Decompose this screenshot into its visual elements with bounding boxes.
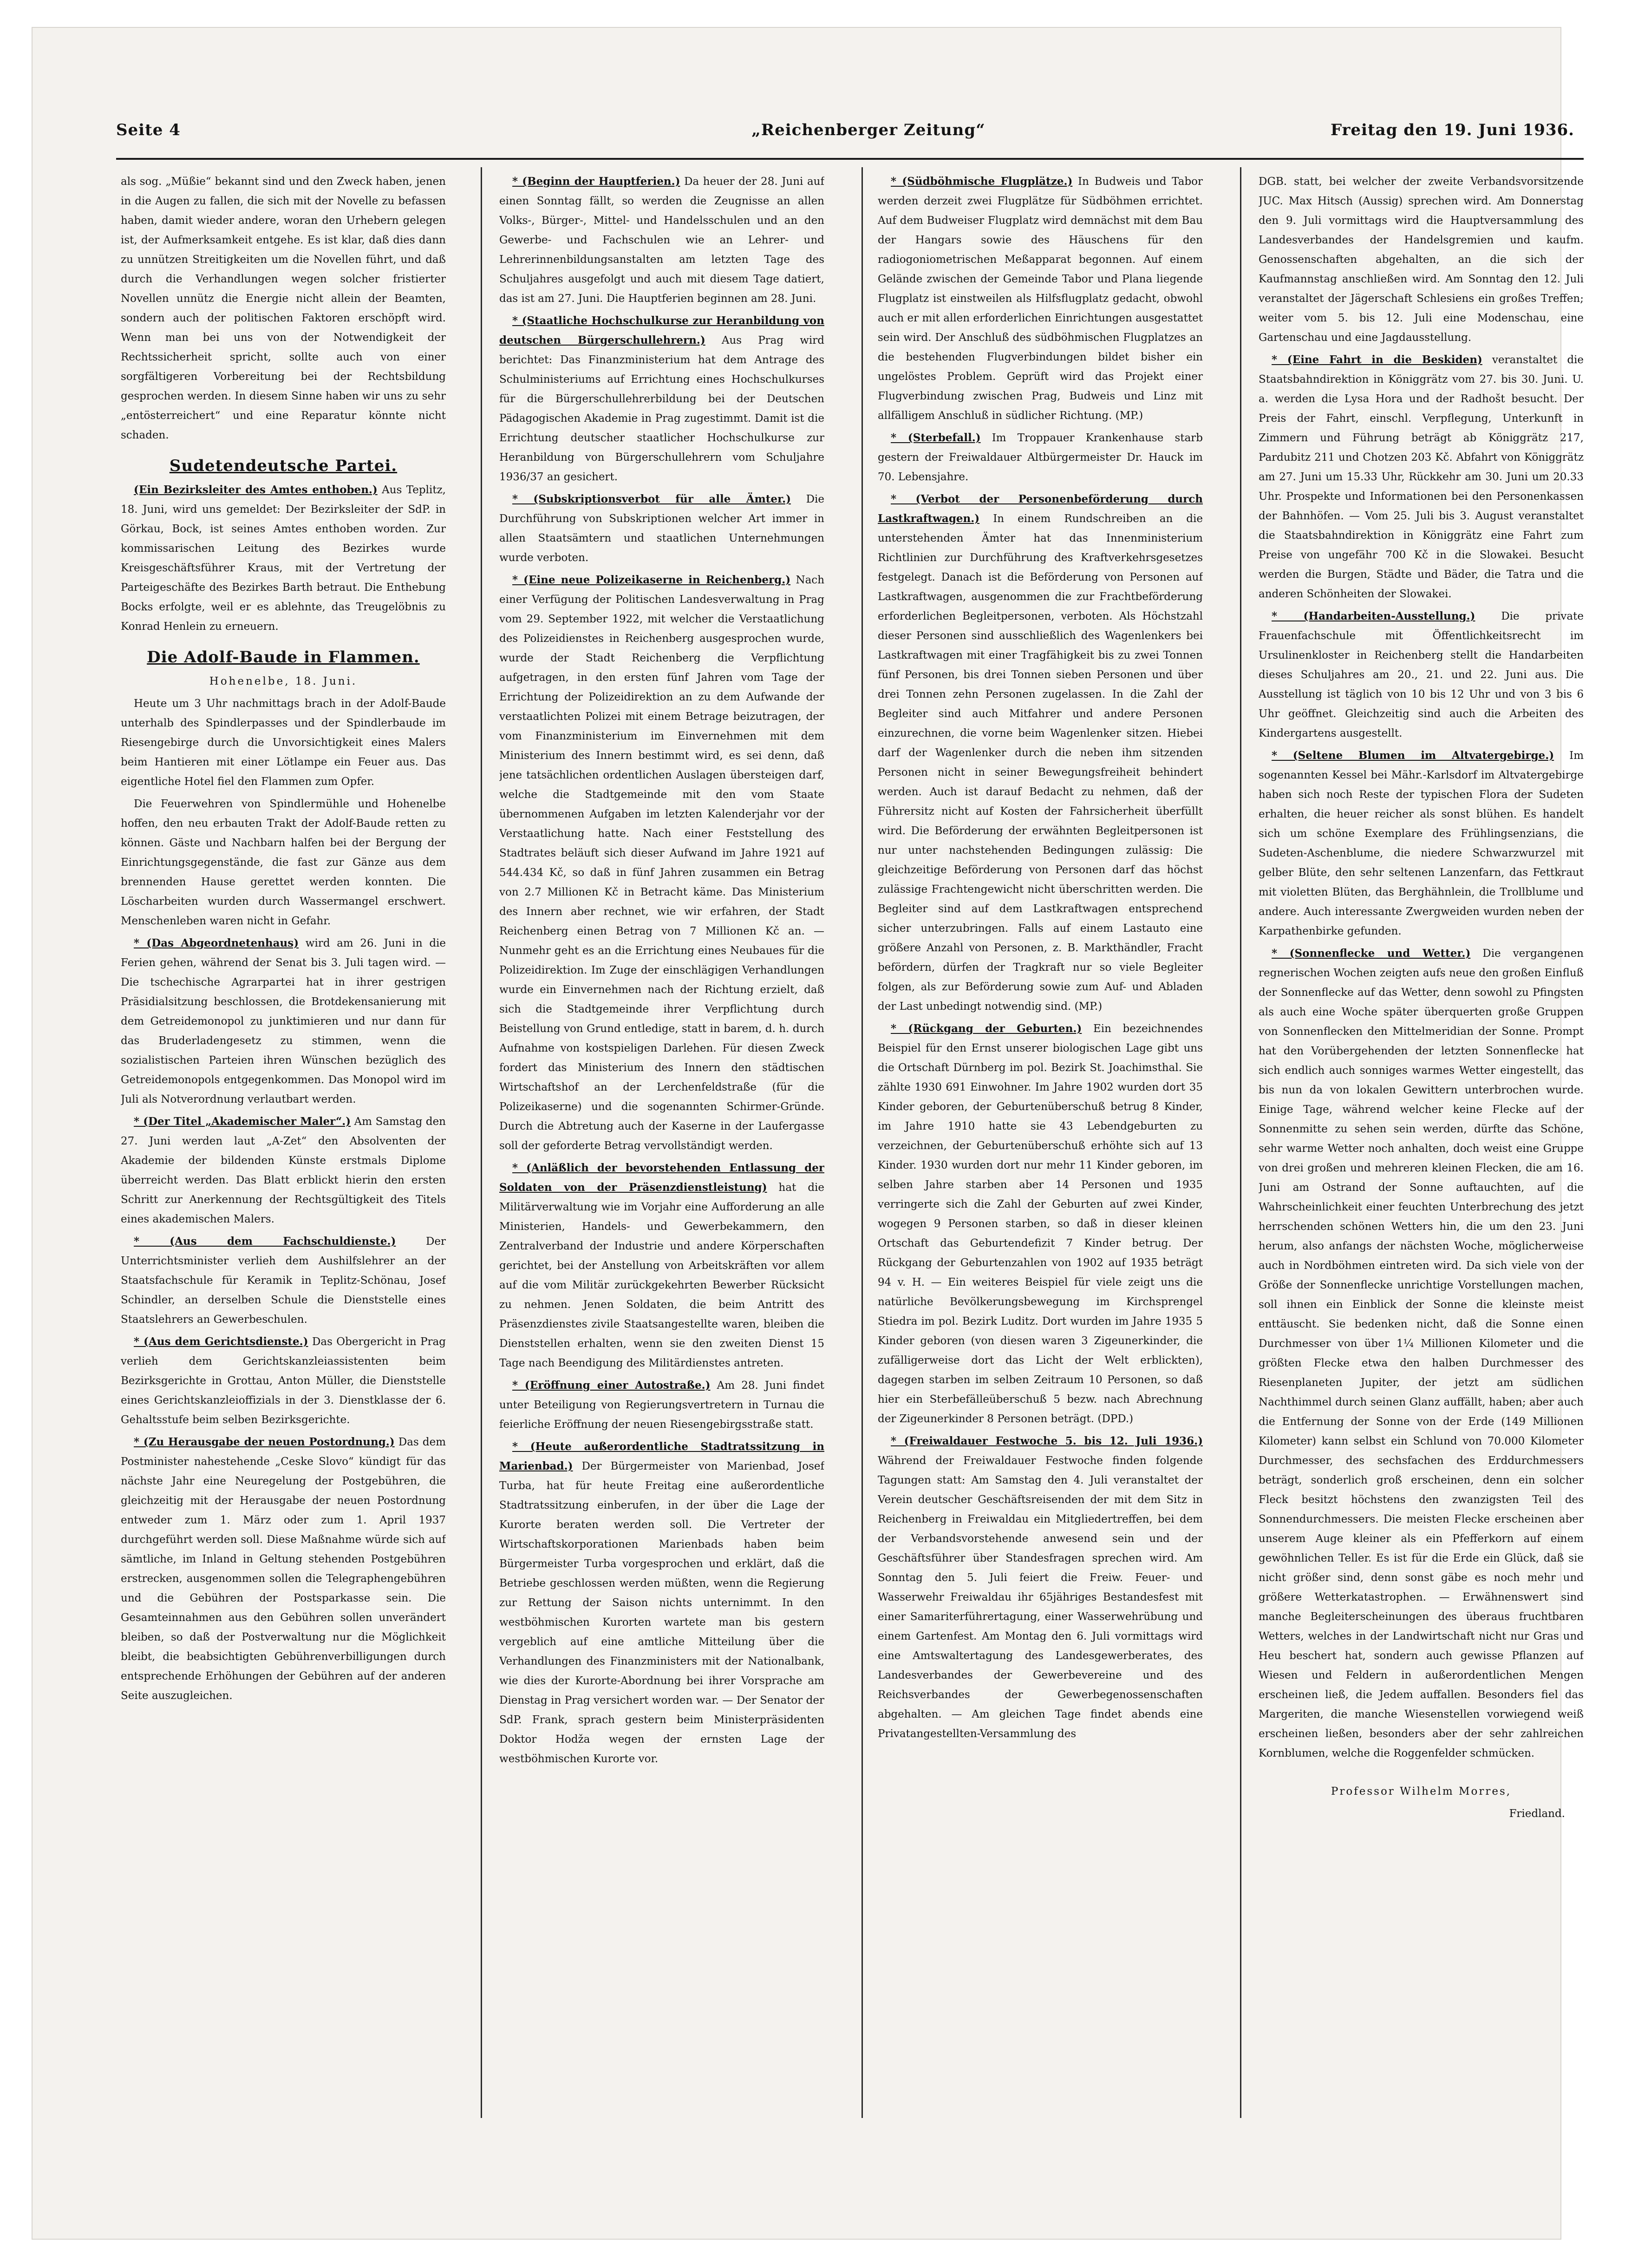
article-text: DGB. statt, bei welcher der zweite Verbandsvorsitzende JUC. Max Hitsch (Aussig) sprechen wird. Am Donnerstag den 9. Juli vormittags wird die Hauptversammlung des Landesverbandes der Handelsgremien und kaufm. Genossenschaften abgehalten, an die sich der Kaufmannstag anschließen wird. Am Sonntag den 12. Juli veranstaltet der Jägerschaft Schlesiens ein großes Treffen; weiter vom 5. bis 12. Juli eine Modenschau, eine Gartenschau und eine Jagdausstellung.	[1259, 176, 1584, 344]
article-headline: * (Anläßlich der bevorstehenden Entlassung der Soldaten von der Präsenzdienstleistung)	[499, 1162, 824, 1194]
article	[1259, 607, 1584, 743]
author-location: Friedland.	[1509, 1808, 1565, 1820]
article-headline: (Ein Bezirksleiter des Amtes enthoben.)	[134, 484, 378, 496]
article	[878, 1019, 1203, 1429]
article-headline: * (Eine Fahrt in die Beskiden)	[1272, 353, 1482, 366]
article-headline: * (Verbot der Personenbeförderung durch Lastkraftwagen.)	[878, 493, 1203, 525]
article-text: Die Feuerwehren von Spindlermühle und Hohenelbe hoffen, den neu erbauten Trakt der Adolf-Baude retten zu können. Gäste und Nachbarn halfen bei der Bergung der Einrichtungsgegenstände, die fast zur Gänze aus dem brennenden Hause gerettet werden konnten. Die Löscharbeiten wurden durch Wassermangel erschwert. Menschenleben waren nicht in Gefahr.	[121, 798, 446, 927]
dateline: Hohenelbe, 18. Juni.	[209, 675, 358, 687]
article-headline: * (Aus dem Gerichtsdienste.)	[134, 1335, 308, 1348]
article-title: Die Adolf-Baude in Flammen.	[147, 648, 420, 667]
article-text: In Budweis und Tabor werden derzeit zwei Flugplätze für Südböhmen errichtet. Auf dem Budweiser Flugplatz wird demnächst mit dem Bau der Hangars sowie des Häuschens für den radiogoniometrischen Meßapparat begonnen. Auf einem Gelände zwischen der Gemeinde Tabor und Plana liegende Flugplatz ist einstweilen als Hilfsflugplatz gedacht, obwohl auch er mit allen erforderlichen Einrichtungen ausgestattet sein wird. Der Anschluß des südböhmischen Flugplatzes an die bestehenden Flugverbindungen bildet bisher ein ungelöstes Problem. Geprüft wird das Projekt einer Flugverbindung zwischen Prag, Budweis und Linz mit allfälligem Anschluß in südlicher Richtung. (MP.)	[878, 176, 1203, 422]
article	[121, 1112, 446, 1229]
article	[121, 480, 446, 636]
article-text: Die private Frauenfachschule mit Öffentlichkeitsrecht im Ursulinenkloster in Reichenberg stellt die Handarbeiten dieses Schuljahres am 20., 21. und 22. Juni aus. Die Ausstellung ist täglich von 10 bis 12 Uhr und von 3 bis 6 Uhr geöffnet. Gleichzeitig sind auch die Arbeiten des Kindergartens ausgestellt.	[1259, 610, 1584, 739]
article-text: In einem Rundschreiben an die unterstehenden Ämter hat das Innenministerium Richtlinien zur Durchführung des Kraftverkehrsgesetzes festgelegt. Danach ist die Beförderung von Personen auf Lastkraftwagen, ausgenommen die zur Frachtbeförderung erforderlichen Begleitpersonen, verboten. Als Höchstzahl dieser Personen sind ausschließlich des Wagenlenkers bei Lastkraftwagen mit einer Tragfähigkeit bis zu zwei Tonnen fünf Personen, bis drei Tonnen sieben Personen und über drei Tonnen zehn Personen zugelassen. In die Zahl der Begleiter sind auch Mitfahrer und andere Personen einzurechnen, die vorne beim Wagenlenker sitzen. Hiebei darf der Wagenlenker durch die neben ihm sitzenden Personen nicht in seiner Bewegungsfreiheit behindert werden. Auch ist darauf Bedacht zu nehmen, daß der Führersitz nicht auf Kosten der Fahrsicherheit überfüllt wird. Die Beförderung der erwähnten Begleitpersonen ist nur unter nachstehenden Bedingungen zulässig: Die gleichzeitige Beförderung von Personen darf das höchst zulässige Frachtengewicht nicht überschritten werden. Die Begleiter sind auf dem Lastkraftwagen entsprechend sicher unterzubringen. Falls auf einem Lastauto eine größere Anzahl von Personen, z. B. Markthändler, Fracht befördern, dürfen der Tragkraft nur so viele Begleiter folgen, als zur Beförderung sowie zum Auf- und Abladen der Last unbedingt notwendig sind. (MP.)	[878, 513, 1203, 1013]
article	[499, 172, 824, 308]
article-headline: * (Aus dem Fachschuldienste.)	[134, 1235, 396, 1248]
masthead-rule	[116, 158, 1584, 160]
article-headline: * (Südböhmische Flugplätze.)	[891, 175, 1073, 188]
article	[499, 1376, 824, 1434]
article-text: Am Samstag den 27. Juni werden laut „A-Zet“ den Absolventen der Akademie der bildenden Künste erstmals Diplome überreicht werden. Das Blatt erblickt hierin den ersten Schritt zur Anerkennung der Rechtsgültigkeit des Titels eines akademischen Malers.	[121, 1116, 446, 1225]
article-headline: * (Sonnenflecke und Wetter.)	[1272, 947, 1471, 960]
article-text: Der Bürgermeister von Marienbad, Josef Turba, hat für heute Freitag eine außerordentliche Stadtratssitzung einberufen, in der über die Lage der Kurorte beraten werden soll. Die Vertreter der Wirtschaftskorporationen Marienbads haben beim Bürgermeister Turba vorgesprochen und erklärt, daß die Betriebe geschlossen werden müßten, wenn die Regierung zur Rettung der Saison nichts unternimmt. In den westböhmischen Kurorten wartete man bis gestern vergeblich auf eine amtliche Mitteilung über die Verhandlungen des Finanzministers mit der Nationalbank, wie dies der Kurorte-Abordnung bei ihrer Vorsprache am Dienstag in Prag versichert worden war. — Der Senator der SdP. Frank, sprach gestern beim Ministerpräsidenten Doktor Hodža wegen der ernsten Lage der westböhmischen Kurorte vor.	[499, 1460, 824, 1765]
article	[1259, 944, 1584, 1763]
article-text: hat die Militärverwaltung wie im Vorjahr eine Aufforderung an alle Ministerien, Handels- und Gewerbekammern, den Zentralverband der Industrie und andere Körperschaften gerichtet, bei der Anstellung von Arbeitskräften vor allem auf die vom Militär zurückgekehrten Bewerber Rücksicht zu nehmen. Jenen Soldaten, die beim Antritt des Präsenzdienstes zivile Staatsangestellte waren, bleiben die Dienststellen erhalten, wenn sie den zweiten Dienst 15 Tage nach Beendigung des Militärdienstes antreten.	[499, 1182, 824, 1369]
page-number: Seite 4	[116, 121, 181, 139]
article-text: veranstaltet die Staatsbahndirektion in Königgrätz vom 27. bis 30. Juni. U. a. werden die Lysa Hora und der Radhošt besucht. Der Preis der Fahrt, einschl. Verpflegung, Unterkunft in Zimmern und Führung beträgt ab Königgrätz 217, Pardubitz 211 und Chotzen 203 Kč. Abfahrt von Königgrätz am 27. Juni um 15.33 Uhr, Rückkehr am 30. Juni um 20.33 Uhr. Prospekte und Informationen bei den Personenkassen der Bahnhöfen. — Vom 25. Juli bis 3. August veranstaltet die Staatsbahndirektion in Königgrätz eine Fahrt zum Preise von ungefähr 700 Kč in die Slowakei. Besucht werden die Burgen, Städte und Bäder, die Tatra und die anderen Schönheiten der Slowakei.	[1259, 354, 1584, 600]
newspaper-page	[33, 28, 1584, 2239]
article	[878, 428, 1203, 487]
article-headline: * (Eine neue Polizeikaserne in Reichenberg.)	[512, 574, 791, 586]
article-text: Aus Teplitz, 18. Juni, wird uns gemeldet: Der Bezirksleiter der SdP. in Görkau, Bock, ist seines Amtes enthoben worden. Zur kommissarischen Leitung des Bezirkes wurde Kreisgeschäftsführer Kraus, mit der Vertretung der Parteigeschäfte des Bezirkes Barth betraut. Die Enthebung Bocks erfolgte, weil er es ablehnte, das Treugelöbnis zu Konrad Henlein zu erneuern.	[121, 484, 446, 633]
article-text: Im Troppauer Krankenhause starb gestern der Freiwaldauer Altbürgermeister Dr. Hauck im 70. Lebensjahre.	[878, 432, 1203, 483]
article-text: Da heuer der 28. Juni auf einen Sonntag fällt, so werden die Zeugnisse an allen Volks-, Bürger-, Mittel- und Handelsschulen und an den Gewerbe- und Fachschulen wie an Lehrer- und Lehrerinnenbildungsanstalten am letzten Tage des Schuljahres ausgefolgt und auch mit diesem Tage datiert, das ist am 27. Juni. Die Hauptferien beginnen am 28. Juni.	[499, 176, 824, 305]
article	[499, 1437, 824, 1769]
column-divider	[1240, 167, 1241, 2118]
column-3	[878, 172, 1203, 2127]
newspaper-title: „Reichenberger Zeitung“	[751, 121, 985, 139]
column-divider	[861, 167, 863, 2118]
article-text: als sog. „Müßie“ bekannt sind und den Zweck haben, jenen in die Augen zu fallen, die sich mit der Novelle zu befassen haben, damit wieder andere, woran den Urhebern gelegen ist, der Aufmerksamkeit entgehe. Es ist klar, daß dies dann zu unnützen Streitigkeiten um die Novellen führt, und daß durch die Verhandlungen wegen solcher fristierter Novellen unnütz die Energie nicht allein der Beamten, sondern auch der politischen Faktoren erschöpft wird. Wenn man bei uns von der Notwendigkeit der Rechtssicherheit spricht, sollte auch von einer sorgfältigeren Vorbereitung bei der Rechtsbildung gesprochen werden. In diesem Sinne haben wir uns zu sehr „entösterreichert“ und eine Reparatur könnte nicht schaden.	[121, 176, 446, 441]
article-text: Heute um 3 Uhr nachmittags brach in der Adolf-Baude unterhalb des Spindlerpasses und der Spindlerbaude im Riesengebirge durch die Unvorsichtigkeit eines Malers beim Hantieren mit einer Lötlampe ein Feuer aus. Das eigentliche Hotel fiel den Flammen zum Opfer.	[121, 698, 446, 788]
article-headline: * (Zu Herausgabe der neuen Postordnung.)	[134, 1436, 395, 1448]
article-text: Das Obergericht in Prag verlieh dem Gerichtskanzleiassistenten beim Bezirksgerichte in Grottau, Anton Müller, die Dienststelle eines Gerichtskanzleioffizials in der 3. Dienstklasse der 6. Gehaltsstufe beim selben Bezirksgerichte.	[121, 1336, 446, 1426]
article-text: Ein bezeichnendes Beispiel für den Ernst unserer biologischen Lage gibt uns die Ortschaft Dürnberg im pol. Bezirk St. Joachimsthal. Sie zählte 1930 691 Einwohner. Im Jahre 1902 wurden dort 35 Kinder geboren, der Geburtenüberschuß betrug 8 Kinder, im Jahre 1910 hatte sie 43 Lebendgeburten zu verzeichnen, der Geburtenüberschuß erhöhte sich auf 13 Kinder. 1930 wurden dort nur mehr 11 Kinder geboren, im selben Jahre starben aber 14 Personen und 1935 verringerte sich die Zahl der Geburten auf zwei Kinder, wogegen 9 Personen starben, so daß in dieser kleinen Ortschaft das Geburtendefizit 7 Kinder betrug. Der Rückgang der Geburtenzahlen von 1902 auf 1935 beträgt 94 v. H. — Ein weiteres Beispiel für viele zeigt uns die natürliche Bevölkerungsbewegung im Kirchsprengel Stiedra im pol. Bezirk Luditz. Dort wurden im Jahre 1935 5 Kinder geboren (von diesen waren 3 Zigeunerkinder, die zufälligerweise dort das Licht der Welt erblickten), dagegen starben im selben Zeitraum 10 Personen, so daß hier ein Sterbefälleüberschuß 5 bezw. nach Abrechnung der Zigeunerkinder 8 Personen beträgt. (DPD.)	[878, 1023, 1203, 1425]
article	[1259, 350, 1584, 604]
article	[499, 311, 824, 487]
article-headline: * (Freiwaldauer Festwoche 5. bis 12. Juli 1936.)	[891, 1435, 1203, 1447]
article-text: Der Unterrichtsminister verlieh dem Aushilfslehrer an der Staatsfachschule für Keramik in Teplitz-Schönau, Josef Schindler, an derselben Schule die Dienststelle eines Staatslehrers an Gewerbeschulen.	[121, 1235, 446, 1326]
article	[499, 490, 824, 568]
article-headline: * (Seltene Blumen im Altvatergebirge.)	[1272, 749, 1554, 762]
article	[878, 1431, 1203, 1744]
article-headline: * (Subskriptionsverbot für alle Ämter.)	[512, 493, 791, 505]
article	[499, 570, 824, 1156]
column-divider	[481, 167, 482, 2118]
article	[878, 490, 1203, 1016]
article-headline: * (Rückgang der Geburten.)	[891, 1022, 1082, 1035]
article	[1259, 746, 1584, 941]
article-text: Die vergangenen regnerischen Wochen zeigten aufs neue den großen Einfluß der Sonnenflecke auf das Wetter, denn sowohl zu Pfingsten als auch eine Woche später überquerten große Gruppen von Sonnenflecken den Mittelmeridian der Sonne. Prompt hat den Vorübergehenden der letzten Sonnenflecke hat sich endlich auch sonniges warmes Wetter eingestellt, das bis nun da von lokalen Gewittern unterbrochen wurde. Einige Tage, während welcher keine Flecke auf der Sonnenmitte zu sehen sein werden, dürfte das Schöne, sehr warme Wetter noch anhalten, doch weist eine Gruppe von drei großen und mehreren kleinen Flecken, die am 16. Juni am Ostrand der Sonne auftauchten, auf die Wahrscheinlichkeit einer feuchten Unterbrechung des jetzt herrschenden schönen Wetters hin, die um den 23. Juni herum, also anfangs der nächsten Woche, möglicherweise auch in Nordböhmen eintreten wird. Da sich viele von der Größe der Sonnenflecke unrichtige Vorstellungen machen, soll ihnen ein Einblick der Sonne die kleinste meist enttäuscht. Sie bedenken nicht, daß die Sonne einen Durchmesser von über 1¼ Millionen Kilometer und die größten Flecke etwa den halben Durchmesser des Riesenplaneten Jupiter, der jetzt am südlichen Nachthimmel durch seinen Glanz auffällt, haben; aber auch die Entfernung der Sonne von der Erde (149 Millionen Kilometer) kann selbst ein Schlund von 70.000 Kilometer Durchmesser, des sechsfachen des Erddurchmessers beträgt, sonderlich groß erscheinen, denn ein solcher Fleck besitzt höchstens den zwanzigsten Teil des Sonnendurchmessers. Die meisten Flecke erscheinen aber unserem Auge kleiner als ein Pfefferkorn auf einem gewöhnlichen Teller. Es ist für die Erde ein Glück, daß sie nicht größer sind, denn sonst gäbe es noch mehr und größere Wetterkatastrophen. — Erwähnenswert sind manche Begleiterscheinungen des überaus fruchtbaren Wetters, welches in der Landwirtschaft nicht nur Gras und Heu beschert hat, sondern auch gewisse Pflanzen auf Wiesen und Feldern in außerordentlichen Mengen erscheinen ließ, die Jedem auffallen. Besonders fiel das Margeriten, die manche Wiesenstellen vorwiegend weiß erscheinen ließen, besonders aber der sehr zahlreichen Kornblumen, welche die Roggenfelder schmücken.	[1259, 948, 1584, 1759]
article-headline: * (Eröffnung einer Autostraße.)	[512, 1379, 711, 1392]
column-1	[121, 172, 446, 2127]
article	[121, 1432, 446, 1706]
article	[121, 1332, 446, 1430]
article-headline: * (Der Titel „Akademischer Maler“.)	[134, 1115, 351, 1128]
article-headline: * (Heute außerordentliche Stadtratssitzung in Marienbad.)	[499, 1440, 824, 1472]
article-headline: * (Staatliche Hochschulkurse zur Heranbildung von deutschen Bürgerschullehrern.)	[499, 314, 824, 346]
article-headline: * (Beginn der Hauptferien.)	[512, 175, 680, 188]
article-headline: * (Das Abgeordnetenhaus)	[134, 937, 299, 949]
article-text: Nach einer Verfügung der Politischen Landesverwaltung in Prag vom 29. September 1922, mit welcher die Verstaatlichung des Polizeidienstes in Reichenberg ausgesprochen wurde, wurde der Stadt Reichenberg die Verpflichtung aufgetragen, in den ersten fünf Jahren vom Tage der Errichtung der Polizeidirektion an zu dem Aufwande der verstaatlichten Polizei mit einem Betrage beizutragen, der vom Finanzministerium im Einvernehmen mit dem Ministerium des Innern bestimmt wird, es sei denn, daß jene tatsächlichen ordentlichen Auslagen übersteigen darf, welche die Stadtgemeinde mit den vom Staate übernommenen Aufgaben im letzten Kalenderjahr vor der Verstaatlichung hatte. Nach einer Feststellung des Stadtrates beläuft sich dieser Aufwand im Jahre 1921 auf 544.434 Kč, so daß in fünf Jahren zusammen ein Betrag von 2.7 Millionen Kč in Betracht käme. Das Ministerium des Innern aber rechnet, wie wir erfahren, der Stadt Reichenberg einen Betrag von 7 Millionen Kč an. — Nunmehr geht es an die Errichtung eines Neubaues für die Polizeidirektion. Im Zuge der einschlägigen Verhandlungen wurde ein Einvernehmen nach der Richtung erzielt, daß sich die Stadtgemeinde ihrer Verpflichtung durch Beistellung von Grund entledige, statt in barem, d. h. durch Aufnahme von kostspieligen Darlehen. Für diesen Zweck fordert das Ministerium des Innern den städtischen Wirtschaftshof an der Lerchenfeldstraße (für die Polizeikaserne) und die sogenannten Schirmer-Gründe. Durch die Abtretung auch der Kaserne in der Laufergasse soll der geforderte Betrag vervollständigt werden.	[499, 574, 824, 1152]
article-text: Das dem Postminister nahestehende „Ceske Slovo“ kündigt für das nächste Jahr eine Neuregelung der Postgebühren, die gleichzeitig mit der Herausgabe der neuen Postordnung entweder zum 1. März oder zum 1. April 1937 durchgeführt werden soll. Diese Maßnahme würde sich auf sämtliche, im Inland in Geltung stehenden Postgebühren erstrecken, ausgenommen sollen die Telegraphengebühren und die Gebühren der Postsparkasse sein. Die Gesamteinnahmen aus den Gebühren sollen unverändert bleiben, so daß der Postverwaltung nur die Möglichkeit bleibt, die beabsichtigten Gebührenverbilligungen durch entsprechende Erhöhungen der Gebühren auf der anderen Seite auszugleichen.	[121, 1436, 446, 1702]
article	[121, 1232, 446, 1329]
article	[878, 172, 1203, 425]
article-text: Im sogenannten Kessel bei Mähr.-Karlsdorf im Altvatergebirge haben sich noch Reste der typischen Flora der Sudeten erhalten, die heuer reicher als sonst blühen. Es handelt sich um schöne Exemplare des Frühlingsenzians, die Sudeten-Aschenblume, die niedere Schwarzwurzel mit gelber Blüte, den sehr seltenen Lanzenfarn, das Fettkraut mit violetten Blüten, das Berghähnlein, die Trollblume und andere. Auch interessante Zwergweiden wurden neben der Karpathenbirke gefunden.	[1259, 750, 1584, 937]
author-signature: Professor Wilhelm Morres,	[1331, 1785, 1512, 1797]
column-4	[1259, 172, 1584, 2127]
article-text: Während der Freiwaldauer Festwoche finden folgende Tagungen statt: Am Samstag den 4. Juli veranstaltet der Verein deutscher Geschäftsreisenden der mit dem Sitz in Reichenberg in Freiwaldau ein Mitgliedertreffen, bei dem der Verbandsvorstehende anwesend sein und der Geschäftsführer über Standesfragen sprechen wird. Am Sonntag den 5. Juli feiert die Freiw. Feuer- und Wasserwehr Freiwaldau ihr 65jähriges Bestandesfest mit einer Samariterführertagung, einer Wasserwehrübung und einem Gartenfest. Am Montag den 6. Juli vormittags wird eine Amtswaltertagung des Landesgewerberates, des Landesverbandes der Gewerbevereine und des Reichsverbandes der Gewerbegenossenschaften abgehalten. — Am gleichen Tage findet abends eine Privatangestellten-Versammlung des	[878, 1455, 1203, 1740]
article-text: Am 28. Juni findet unter Beteiligung von Regierungsvertretern in Turnau die feierliche Eröffnung der neuen Riesengebirgsstraße statt.	[499, 1379, 824, 1431]
article	[499, 1158, 824, 1373]
masthead	[111, 121, 1579, 153]
article-headline: * (Sterbefall.)	[891, 431, 981, 444]
article-text: Aus Prag wird berichtet: Das Finanzministerium hat dem Antrage des Schulministeriums auf Errichtung eines Hochschulkurses für die Bürgerschullehrerbildung bei der Deutschen Pädagogischen Akademie in Prag zugestimmt. Damit ist die Errichtung deutscher staatlicher Hochschulkurse zur Heranbildung von Bürgerschullehrern vom Schuljahre 1936/37 an gesichert.	[499, 334, 824, 483]
issue-date: Freitag den 19. Juni 1936.	[1330, 121, 1574, 139]
section-heading: Sudetendeutsche Partei.	[169, 457, 398, 475]
article-text: Die Durchführung von Subskriptionen welcher Art immer in allen Staatsämtern und staatlichen Unternehmungen wurde verboten.	[499, 493, 824, 564]
article	[121, 934, 446, 1109]
article-text: wird am 26. Juni in die Ferien gehen, während der Senat bis 3. Juli tagen wird. — Die tschechische Agrarpartei hat in ihrer gestrigen Präsidialsitzung beschlossen, die Brotdekensanierung mit dem Getreidemonopol zu junktimieren und nur dann für das Bruderladengesetz zu stimmen, wenn die sozialistischen Parteien ihren Wünschen bezüglich des Getreidemonopols entgegenkommen. Das Monopol wird im Juli als Notverordnung verlautbart werden.	[121, 937, 446, 1105]
column-2	[499, 172, 824, 2127]
article-headline: * (Handarbeiten-Ausstellung.)	[1272, 610, 1475, 622]
